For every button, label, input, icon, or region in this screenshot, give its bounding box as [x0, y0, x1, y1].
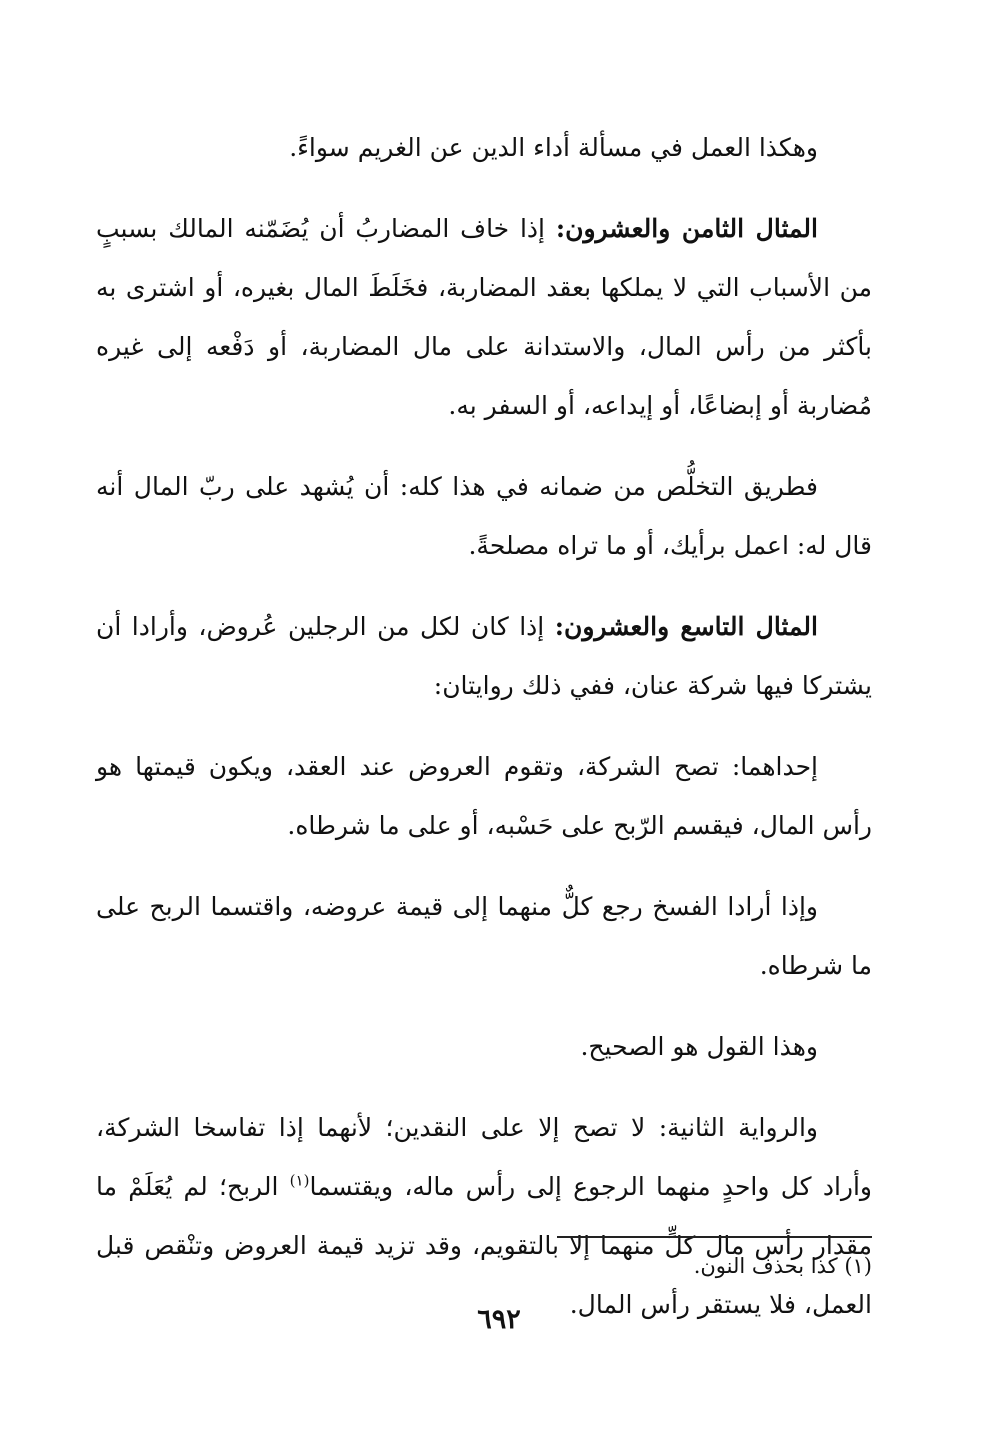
footnote-marker: (١)	[844, 1254, 872, 1278]
paragraph	[96, 1098, 872, 1334]
footnote-text: كذا بحذف النون.	[693, 1254, 838, 1278]
paragraph-text: إذا خاف المضاربُ أن يُضَمّنه المالك بسببٍ من الأسباب التي لا يملكها بعقد المضاربة، فخَلَطَ المال بغيره، أو اشترى به بأكثر من رأس المال، والاستدانة على مال المضاربة، أو دَفْعه إلى غيره مُضاربة أو إبضاعًا، أو إيداعه، أو السفر به.	[96, 214, 872, 420]
paragraph-text: والرواية الثانية: لا تصح إلا على النقدين؛ لأنهما إذا تفاسخا الشركة، وأراد كل واحدٍ منهما الرجوع إلى رأس ماله، ويقتسما	[96, 1113, 872, 1201]
paragraph-text: الربح؛ لم يُعَلَمْ ما مقدار رأس مال كلٍّ منهما إلا بالتقويم، وقد تزيد قيمة العروض وتنْقص قبل العمل، فلا يستقر رأس المال.	[96, 1172, 872, 1319]
footnote-divider	[557, 1236, 872, 1238]
paragraph-text: إحداهما: تصح الشركة، وتقوم العروض عند العقد، ويكون قيمتها هو رأس المال، فيقسم الرّبح على حَسْبه، أو على ما شرطاه.	[96, 752, 872, 840]
paragraph-text: إذا كان لكل من الرجلين عُروض، وأرادا أن يشتركا فيها شركة عنان، ففي ذلك روايتان:	[96, 612, 872, 700]
paragraph	[96, 737, 872, 855]
paragraph-text: وإذا أرادا الفسخ رجع كلٌّ منهما إلى قيمة عروضه، واقتسما الربح على ما شرطاه.	[96, 892, 872, 980]
paragraph-text: فطريق التخلُّص من ضمانه في هذا كله: أن يُشهد على ربّ المال أنه قال له: اعمل برأيك، أو ما تراه مصلحةً.	[96, 472, 872, 560]
paragraph	[96, 199, 872, 435]
example-heading: المثال الثامن والعشرون:	[555, 214, 818, 243]
paragraph	[96, 877, 872, 995]
paragraph	[96, 457, 872, 575]
page-body	[96, 118, 872, 1356]
paragraph	[96, 118, 872, 177]
footnote	[272, 1248, 872, 1284]
paragraph	[96, 597, 872, 715]
paragraph-text: وهذا القول هو الصحيح.	[580, 1032, 818, 1061]
footnote-reference: (١)	[289, 1171, 310, 1190]
page-number: ٦٩٢	[477, 1304, 521, 1335]
paragraph-text: وهكذا العمل في مسألة أداء الدين عن الغريم سواءً.	[289, 133, 818, 162]
example-heading: المثال التاسع والعشرون:	[554, 612, 818, 641]
paragraph	[96, 1017, 872, 1076]
